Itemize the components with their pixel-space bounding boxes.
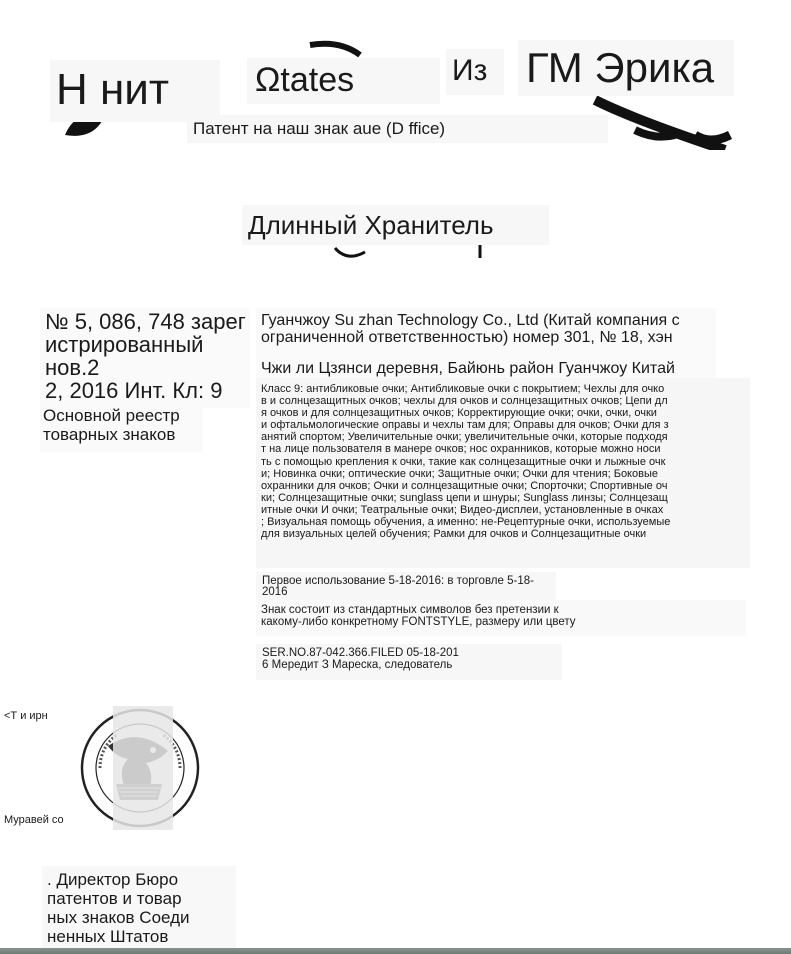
registration-line: № 5, 086, 748 зарег bbox=[45, 309, 246, 334]
signature-fragment-top: <Т и ирн bbox=[4, 710, 48, 722]
goods-line: для визуальных целей обучения; Рамки для очков и Солнцезащитные очки bbox=[261, 528, 647, 541]
trademark-name: Длинный Хранитель bbox=[242, 205, 549, 245]
director-line: ненных Штатов bbox=[47, 927, 169, 946]
register-line: товарных знаков bbox=[43, 425, 176, 444]
registration-line: нов.2 bbox=[45, 355, 100, 380]
goods-line: итные очки И очки; Театральные очки; Видео-дисплеи, установленные в очках bbox=[261, 503, 664, 516]
director-line: патентов и товар bbox=[47, 889, 182, 908]
goods-line: ть с помощью крепления к очки, такие как солнцезащитные очки и лыжные очк bbox=[261, 455, 666, 468]
register-type bbox=[40, 404, 203, 452]
goods-line: анятий спортом; Увеличительные очки; увеличительные очки, которые подходя bbox=[261, 431, 668, 444]
title-right: ГМ Эрика bbox=[518, 40, 734, 96]
director-line: ных знаков Соеди bbox=[47, 908, 190, 927]
first-use-line: Первое использование 5-18-2016: в торговле 5-18- bbox=[262, 575, 534, 587]
office-subtitle: Патент на наш знак aue (D ffice) bbox=[187, 115, 608, 143]
bottom-border bbox=[0, 948, 791, 954]
goods-line: и; Новинка очки; оптические очки; Защитные очки; Очки для чтения; Боковые bbox=[261, 467, 658, 480]
title-states: Ωtates bbox=[247, 58, 440, 104]
goods-description bbox=[256, 378, 750, 568]
serial-line: SER.NO.87-042.366.FILED 05-18-201 bbox=[262, 647, 459, 659]
first-use-line: 2016 bbox=[262, 586, 288, 598]
registration-line: истрированный bbox=[45, 332, 204, 357]
title-iz: Из bbox=[446, 49, 504, 95]
standard-characters-line: какому-либо конкретному FONTSTYLE, размеру или цвету bbox=[261, 616, 576, 628]
owner-info: Гуанчжоу Su zhan Technology Co., Ltd (Китай компания с ограниченной ответственностью) номер 301, № 18, хэн bbox=[256, 308, 716, 376]
title-left: Н нит bbox=[50, 60, 220, 122]
goods-line: охранники для очков; Очки и солнцезащитные очки; Спорточки; Спортивные оч bbox=[261, 479, 668, 492]
goods-line: т на лице пользователя в манере очков; нос охранников, которые можно носи bbox=[261, 443, 661, 456]
goods-line: в и солнцезащитных очков; чехлы для очков и солнцезащитных очков; Цепи дл bbox=[261, 395, 668, 408]
first-use-info bbox=[256, 572, 556, 600]
goods-line: и офтальмологические оправы и чехлы там для; Оправы для очков; Очки для з bbox=[261, 419, 669, 432]
goods-line: ки; Солнцезащитные очки; sunglass цепи и шнуры; Sunglass линзы; Солнцезащ bbox=[261, 491, 668, 504]
registration-line: 2, 2016 Инт. Кл: 9 bbox=[45, 378, 223, 403]
goods-line: ; Визуальная помощь обучения, а именно: не-Рецептурные очки, используемые bbox=[261, 516, 671, 529]
signature-fragment-bottom: Муравей со bbox=[4, 814, 64, 826]
standard-characters-claim bbox=[256, 600, 746, 636]
serial-line: 6 Мередит З Мареска, следователь bbox=[262, 658, 453, 671]
director-title bbox=[42, 866, 236, 952]
standard-characters-line: Знак состоит из стандартных символов без претензии к bbox=[261, 604, 559, 616]
goods-line: Класс 9: антибликовые очки; Антибликовые очки с покрытием; Чехлы для очко bbox=[261, 383, 665, 395]
goods-line: я очков и для солнцезащитных очков; Корректирующие очки; очки, очки, очки bbox=[261, 407, 657, 420]
register-line: Основной реестр bbox=[43, 406, 180, 425]
registration-info bbox=[40, 308, 250, 408]
serial-info bbox=[256, 644, 562, 680]
owner-address: Чжи ли Цзянси деревня, Байюнь район Гуанчжоу Китай bbox=[256, 358, 716, 380]
director-line: . Директор Бюро bbox=[47, 870, 179, 889]
seal-overlay-patch bbox=[113, 706, 173, 830]
